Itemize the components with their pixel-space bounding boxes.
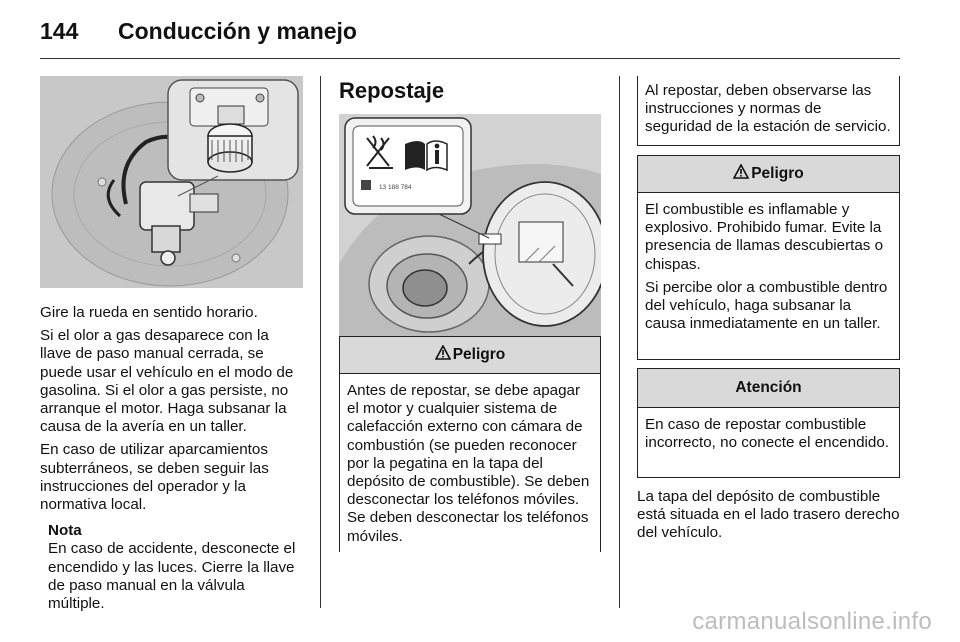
column-divider: [619, 76, 620, 608]
note-block: [48, 522, 303, 613]
header-rule: [40, 58, 900, 59]
label-number: 13 188 784: [379, 184, 412, 191]
warning-triangle-icon: [733, 164, 749, 184]
danger-box-header: [340, 337, 600, 374]
gas-valve-illustration: [40, 76, 303, 288]
chapter-title: Conducción y manejo: [118, 18, 357, 44]
gas-valve-drawing: [40, 76, 303, 288]
danger-box-title: Peligro: [751, 165, 804, 182]
paragraph: En caso de utilizar aparcamientos subterráneos, se deben seguir las instrucciones del operador y la normativa local.: [40, 441, 269, 514]
closing-paragraph: La tapa del depósito de combustible está situada en el lado trasero derecho del vehículo.: [637, 488, 900, 542]
warning-triangle-icon: [435, 345, 451, 365]
page-number: 144: [40, 18, 79, 44]
danger-box-text: Antes de repostar, se debe apagar el motor y cualquier sistema de calefacción externo con cámara de combustión (se pueden reconocer por la pegatina en la tapa del depósito de combustible). Se deben desconectar los teléfonos móviles. Se deben desconectar los teléfonos móviles.: [347, 382, 590, 545]
caution-box-title: Atención: [638, 369, 899, 408]
danger-box-title: Peligro: [452, 346, 506, 363]
caution-box: [637, 368, 900, 478]
continued-box: [637, 76, 900, 146]
note-title: Nota: [48, 522, 82, 540]
paragraph: Gire la rueda en sentido horario.: [40, 304, 258, 321]
fuel-filler-drawing: [339, 114, 601, 336]
danger-box: [339, 336, 601, 552]
section-title: Repostaje: [339, 78, 445, 103]
danger-box-body: [638, 193, 899, 344]
danger-box-header: [638, 156, 899, 193]
paragraph: Si percibe olor a combustible dentro del vehículo, haga subsanar la causa inmediatamente en un taller.: [645, 278, 888, 333]
note-text: En caso de accidente, desconecte el encendido y las luces. Cierre la llave de paso manual en la válvula múltiple.: [48, 540, 296, 613]
watermark: carmanualsonline.info: [692, 608, 932, 635]
danger-box: [637, 155, 900, 360]
paragraph: Si el olor a gas desaparece con la llave de paso manual cerrada, se puede usar el vehículo en el modo de gasolina. Si el olor a gas persiste, no arranque el motor. Haga subsanar la causa de la avería en un taller.: [40, 327, 294, 436]
page-header: [40, 14, 900, 60]
continued-box-text: Al repostar, deben observarse las instrucciones y normas de seguridad de la estación de servicio.: [645, 82, 891, 136]
fuel-filler-illustration: [339, 114, 601, 336]
paragraph: El combustible es inflamable y explosivo. Prohibido fumar. Evite la presencia de llamas descubiertas o chispas.: [645, 201, 884, 273]
column-divider: [320, 76, 321, 608]
caution-box-text: En caso de repostar combustible incorrecto, no conecte el encendido.: [645, 416, 890, 452]
